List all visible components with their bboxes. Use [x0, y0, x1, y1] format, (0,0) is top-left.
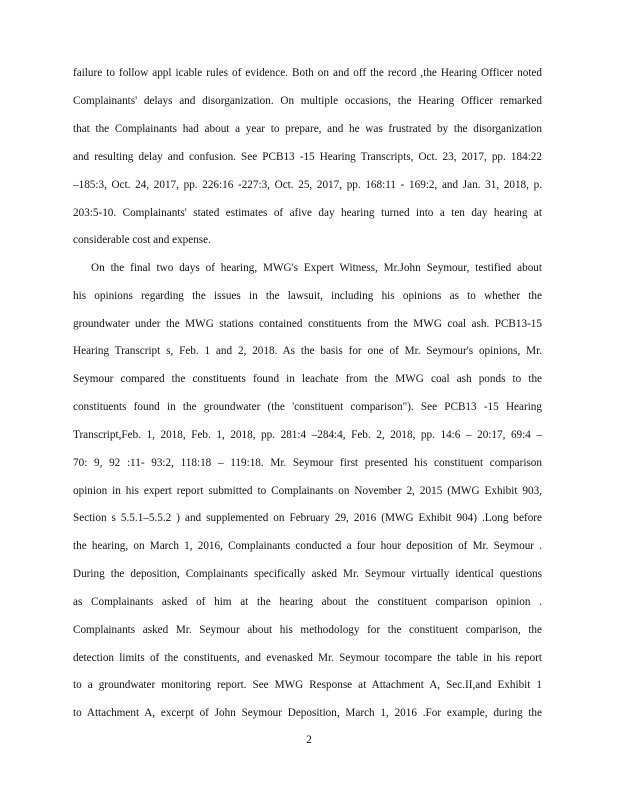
text-line: detection limits of the constituents, and evenasked Mr. Seymour tocompare the table in his report — [73, 652, 542, 664]
text-line: that the Complainants had about a year to prepare, and he was frustrated by the disorganization — [73, 123, 542, 135]
text-line: opinion in his expert report submitted to Complainants on November 2, 2015 (MWG Exhibit 903, — [73, 485, 542, 497]
text-line: On the final two days of hearing, MWG's Expert Witness, Mr.John Seymour, testified about — [91, 262, 542, 274]
text-line: to a groundwater monitoring report. See MWG Response at Attachment A, Sec.II,and Exhibit 1 — [73, 679, 542, 691]
text-line: to Attachment A, excerpt of John Seymour Deposition, March 1, 2016 .For example, during the — [73, 707, 542, 719]
text-line: constituents found in the groundwater (the 'constituent comparison"). See PCB13 -15 Hearing — [73, 401, 542, 413]
text-line: 70: 9, 92 :11- 93:2, 118:18 – 119:18. Mr. Seymour first presented his constituent comparison — [73, 457, 542, 469]
text-line: During the deposition, Complainants specifically asked Mr. Seymour virtually identical questions — [73, 568, 542, 580]
text-line: 203:5-10. Complainants' stated estimates of afive day hearing turned into a ten day hearing at — [73, 207, 542, 219]
text-line: Hearing Transcript s, Feb. 1 and 2, 2018. As the basis for one of Mr. Seymour's opinions, Mr. — [73, 345, 542, 357]
text-line: Section s 5.5.1–5.5.2 ) and supplemented on February 29, 2016 (MWG Exhibit 904) .Long before — [73, 512, 542, 524]
text-line: failure to follow appl icable rules of evidence. Both on and off the record ,the Hearing Officer noted — [73, 67, 542, 79]
text-line: Complainants asked Mr. Seymour about his methodology for the constituent comparison, the — [73, 624, 542, 636]
text-line: and resulting delay and confusion. See PCB13 -15 Hearing Transcripts, Oct. 23, 2017, pp. 184:22 — [73, 151, 542, 163]
text-line: Complainants' delays and disorganization. On multiple occasions, the Hearing Officer remarked — [73, 95, 542, 107]
text-line: Transcript,Feb. 1, 2018, Feb. 1, 2018, pp. 281:4 –284:4, Feb. 2, 2018, pp. 14:6 – 20:17, 69:4 – — [73, 429, 542, 441]
text-line: as Complainants asked of him at the hearing about the constituent comparison opinion . — [73, 596, 542, 608]
text-line: his opinions regarding the issues in the lawsuit, including his opinions as to whether the — [73, 290, 542, 302]
page-number: 2 — [306, 734, 312, 746]
text-line: considerable cost and expense. — [73, 234, 211, 246]
text-line: the hearing, on March 1, 2016, Complainants conducted a four hour deposition of Mr. Seymour . — [73, 540, 542, 552]
text-line: Seymour compared the constituents found in leachate from the MWG coal ash ponds to the — [73, 373, 542, 385]
text-line: groundwater under the MWG stations contained constituents from the MWG coal ash. PCB13-15 — [73, 318, 542, 330]
text-line: –185:3, Oct. 24, 2017, pp. 226:16 -227:3, Oct. 25, 2017, pp. 168:11 - 169:2, and Jan. 31, 2018, p. — [73, 179, 542, 191]
